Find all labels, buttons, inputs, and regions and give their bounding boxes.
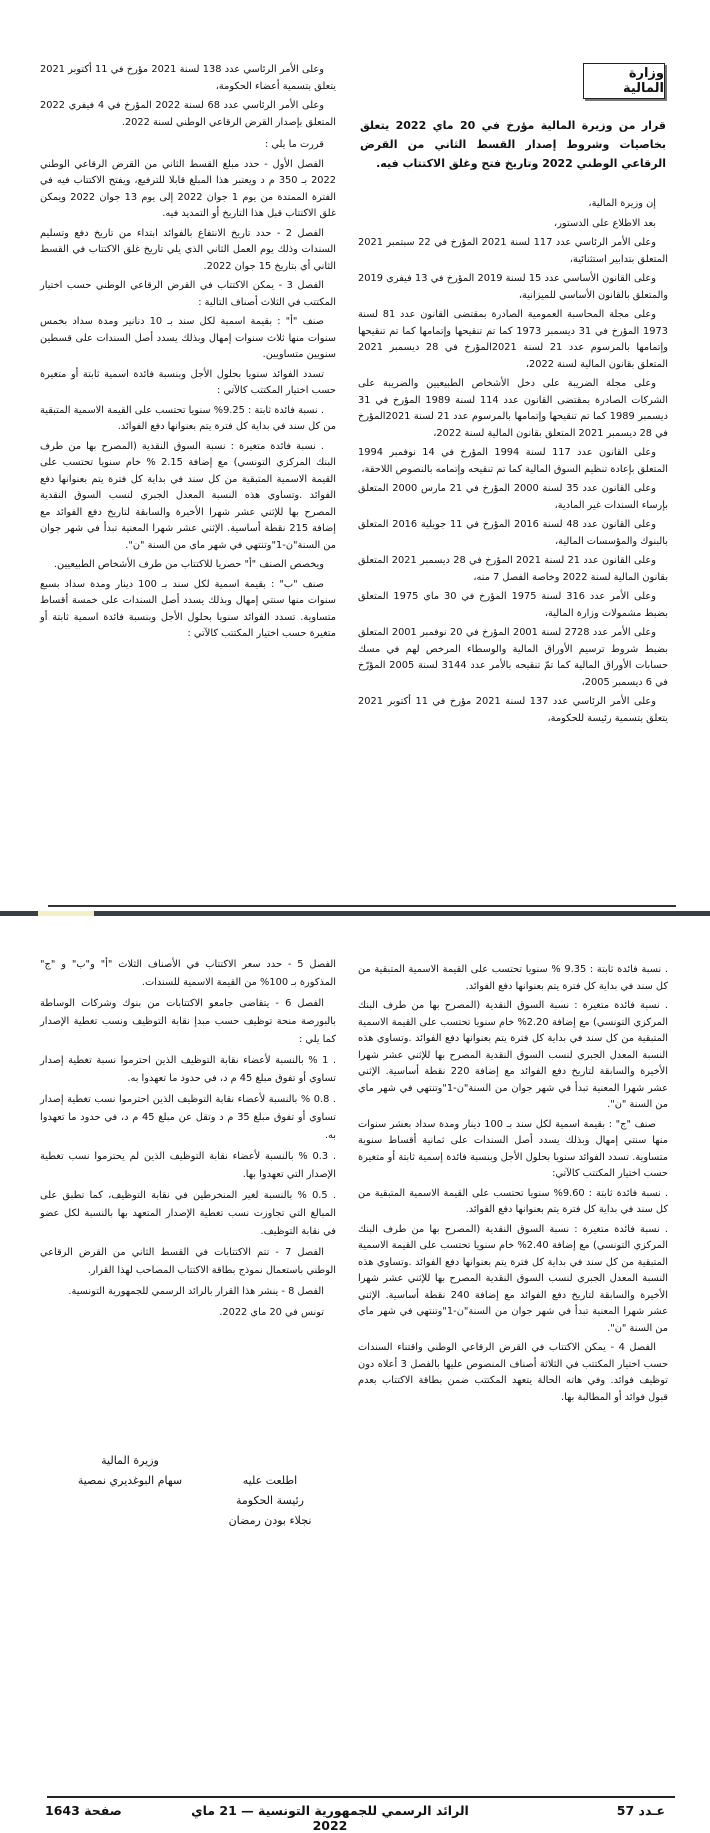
article-8: الفصل 8 - ينشر هذا القرار بالرائد الرسمي للجمهورية التونسية. bbox=[68, 1286, 324, 1297]
paragraph: بعد الاطلاع على الدستور، bbox=[554, 217, 656, 229]
page-number: صفحة 1643 bbox=[45, 1803, 122, 1818]
journal-date: الرائد الرسمي للجمهورية التونسية — 21 ماي 2022 bbox=[191, 1803, 469, 1833]
paragraph: وعلى الأمر عدد 316 لسنة 1975 المؤرخ في 30 ماي 1975 المتعلق بضبط مشمولات وزارة المالية، bbox=[358, 591, 668, 619]
paragraph: وعلى مجلة المحاسبة العمومية الصادرة بمقتضى القانون عدد 81 لسنة 1973 المؤرخ في 31 ديسمبر 1973 كما تم تنقيحها وإتمامها كما تم تنقيحها وإتمامها بالمرسوم عدد 21 لسنة 2021المؤرخ في 28 ديسمبر 2021 المتعلق بقانون المالية لسنة 2022، bbox=[358, 309, 668, 370]
paragraph: وعلى القانون عدد 21 لسنة 2021 المؤرخ في 28 ديسمبر 2021 المتعلق بقانون المالية لسنة 2022 وخاصة الفصل 7 منه، bbox=[358, 555, 668, 583]
paragraph: . 0.5 % بالنسبة لغير المنخرطين في نقابة التوظيف، كما تطبق على المبالغ التي تجاوزت نسب تغطية الإصدار المتعهد بها بالنسبة لكل عضو في نقابة التوظيف. bbox=[40, 1190, 336, 1237]
seen-label: اطلعت عليه bbox=[242, 1474, 298, 1487]
pm-name: نجلاء بودن رمضان bbox=[228, 1514, 312, 1527]
paragraph: . 0.8 % بالنسبة لأعضاء نقابة التوظيف الذين احترموا نسب تغطية إصدار تساوي أو تفوق مبلغ 35 م د وتقل عن مبلغ 45 م د، في حدود ما تعهدوا به. bbox=[40, 1094, 336, 1141]
footer-rule bbox=[47, 1796, 675, 1798]
paragraph: . نسبة فائدة متغيرة : نسبة السوق النقدية (المصرح بها من طرف البنك المركزي التونسي) مع إضافة 2.15 % خام سنويا تحتسب على القيمة الاسمية المتبقية من كل سند في بداية كل فترة يتم بعنوانها دفع الفوائد .وتساوي هذه النسبة المعدل الجبري لنسب السوق النقدية المصرح بها للإثني عشر شهرا الأخيرة والسابقة لتاريخ دفع الفوائد مع إضافة 215 نقطة أساسية. الإثني عشر شهرا المعنية تبدأ في شهر جوان من السنة"ن-1"وتنتهي في شهر ماي من السنة "ن". bbox=[40, 440, 337, 551]
paragraph: وعلى القانون عدد 117 لسنة 1994 المؤرخ في 14 نوفمبر 1994 المتعلق بإعادة تنظيم السوق المالية كما تم تنقيحه وإتمامه بالنصوص اللاحقة، bbox=[358, 447, 668, 475]
page2-left-column bbox=[40, 956, 336, 1325]
minister-signature bbox=[60, 1451, 200, 1491]
article-6: الفصل 6 - يتقاضى جامعو الاكتتابات من بنوك وشركات الوساطة بالبورصة منحة توظيف حسب مبدإ نقابة التوظيف ونسب تغطية الإصدار كما يلي : bbox=[40, 998, 336, 1045]
page1-right-column bbox=[358, 196, 668, 730]
paragraph: وعلى الأمر عدد 2728 لسنة 2001 المؤرخ في 20 نوفمبر 2001 المتعلق بضبط شروط ترسيم الأوراق المالية والوسطاء المرخص لهم في مسك حسابات الأوراق المالية كما تمّ تنقيحه بالأمر عدد 3144 لسنة 2005 المؤرّخ في 6 ديسمبر 2005، bbox=[358, 627, 668, 688]
article-7: الفصل 7 - تتم الاكتتابات في القسط الثاني من القرض الرقاعي الوطني باستعمال نموذج بطاقة الاكتتاب المصاحب لهذا القرار. bbox=[40, 1247, 336, 1276]
paragraph: صنف "ج" : بقيمة اسمية لكل سند بـ 100 دينار ومدة سداد بعشر سنوات منها سنتي إمهال وبذلك يسدد أصل السندات على ثمانية أقساط سنوية متساوية. تسدد الفوائد سنويا بحلول الأجل وبنسبة فائدة إسمية ثابتة أو متغيرة حسب اختيار المكتتب كالآتي: bbox=[358, 1118, 668, 1179]
paragraph: وعلى القانون عدد 48 لسنة 2016 المؤرخ في 11 جويلية 2016 المتعلق بالبنوك والمؤسسات المالية، bbox=[358, 519, 668, 547]
ministry-name: وزارة المالية bbox=[622, 66, 664, 96]
paragraph: وعلى مجلة الضريبة على دخل الأشخاص الطبيعيين والضريبة على الشركات الصادرة بمقتضى القانون عدد 114 لسنة 1989 المؤرخ في 31 ديسمبر 1989 كما تم تنقيحها وإتمامها بالمرسوم عدد 21 لسنة 2021المؤرخ في 28 ديسمبر 2021 المتعلق بقانون المالية لسنة 2022، bbox=[358, 378, 668, 439]
paragraph: إن وزيرة المالية، bbox=[588, 198, 656, 209]
paragraph: وعلى القانون الأساسي عدد 15 لسنة 2019 المؤرخ في 13 فيفري 2019 والمتعلق بالقانون الأساسي للميزانية، bbox=[358, 273, 668, 301]
ministry-header-box bbox=[583, 63, 665, 99]
date-place: تونس في 20 ماي 2022. bbox=[219, 1307, 324, 1318]
paragraph: تسدد الفوائد سنويا بحلول الأجل وبنسبة فائدة اسمية ثابتة أو متغيرة حسب اختيار المكتتب كالآتي : bbox=[40, 368, 336, 396]
paragraph: . نسبة فائدة ثابتة : 9.35 % سنويا تحتسب على القيمة الاسمية المتبقية من كل سند في بداية كل فترة يتم بعنوانها دفع الفوائد. bbox=[358, 964, 668, 992]
article-5: الفصل 5 - حدد سعر الاكتتاب في الأصناف الثلاث "أ" و"ب" و "ج" المذكورة بـ 100% من القيمة الاسمية للسندات. bbox=[40, 959, 336, 988]
page2-right-column bbox=[358, 962, 668, 1409]
paragraph: وعلى الأمر الرئاسي عدد 137 لسنة 2021 مؤرخ في 11 أكتوبر 2021 يتعلق بتسمية رئيسة للحكومة، bbox=[358, 696, 668, 724]
decree-title: قرار من وزيرة المالية مؤرخ في 20 ماي 2022 يتعلق بخاصيات وشروط إصدار القسط الثاني من القرض الرقاعي الوطني 2022 وتاريخ فتح وغلق الاكتتاب فيه. bbox=[360, 119, 666, 170]
page1-left-column bbox=[40, 62, 336, 646]
page-separator-line bbox=[48, 905, 676, 907]
paragraph: . نسبة فائدة متغيرة : نسبة السوق النقدية (المصرح بها من طرف البنك المركزي التونسي) مع إضافة 2.40% خام سنويا تحتسب على القيمة الاسمية المتبقية من كل سند في بداية كل فترة يتم بعنوانها دفع الفوائد .وتساوي هذه النسبة المعدل الجبري لنسب السوق النقدية المصرح بها للإثني عشر شهرا الأخيرة والسابقة لتاريخ دفع الفوائد مع إضافة 240 نقطة أساسية. الإثني عشر شهرا المعنية تبدأ في شهر جوان من السنة"ن-1"وتنتهي في شهر ماي من السنة "ن". bbox=[358, 1223, 669, 1334]
minister-title: وزيرة المالية bbox=[101, 1454, 159, 1467]
page-break-highlight bbox=[38, 911, 94, 916]
paragraph: . 1 % بالنسبة لأعضاء نقابة التوظيف الذين احترموا نسبة تغطية إصدار تساوي أو تفوق مبلغ 45 م د، في حدود ما تعهدوا به. bbox=[40, 1055, 336, 1084]
paragraph: وعلى القانون عدد 35 لسنة 2000 المؤرخ في 21 مارس 2000 المتعلق بإرساء السندات غير المادية، bbox=[358, 483, 668, 511]
page-break-bar bbox=[0, 911, 710, 916]
pm-signature bbox=[215, 1471, 325, 1531]
paragraph: صنف "ب" : بقيمة اسمية لكل سند بـ 100 دينار ومدة سداد بسبع سنوات منها سنتي إمهال وبذلك يسدد أصل السندات على خمسة أقساط متساوية. تسدد الفوائد سنويا بحلول الأجل وبنسبة فائدة اسمية ثابتة أو متغيرة حسب اختيار المكتتب كالآتي : bbox=[40, 578, 336, 639]
paragraph: . 0.3 % بالنسبة لأعضاء نقابة التوظيف الذين لم يحترموا نسب تغطية الإصدار التي تعهدوا بها. bbox=[40, 1151, 336, 1180]
paragraph: صنف "أ" : بقيمة اسمية لكل سند بـ 10 دنانير ومدة سداد بخمس سنوات منها ثلاث سنوات إمهال وبذلك يسدد أصل السندات على قسطين سنويين متساويين. bbox=[40, 316, 336, 360]
paragraph: وعلى الأمر الرئاسي عدد 68 لسنة 2022 المؤرخ في 4 فيفري 2022 المتعلق بإصدار القرض الرقاعي الوطني لسنة 2022. bbox=[40, 100, 336, 128]
paragraph: . نسبة فائدة ثابتة : 9.60% سنويا تحتسب على القيمة الاسمية المتبقية من كل سند في بداية كل فترة يتم بعنوانها دفع الفوائد. bbox=[358, 1187, 668, 1215]
paragraph: وعلى الأمر الرئاسي عدد 138 لسنة 2021 مؤرخ في 11 أكتوبر 2021 يتعلق بتسمية أعضاء الحكومة، bbox=[40, 64, 336, 92]
article-2: الفصل 2 - حدد تاريخ الانتفاع بالفوائد ابتداء من تاريخ دفع وتسليم السندات وذلك يوم العمل الثاني الذي يلي تاريخ غلق الاكتتاب في القسط الثاني أي بتاريخ 15 جوان 2022. bbox=[40, 227, 336, 272]
article-4: الفصل 4 - يمكن الاكتتاب في القرض الرقاعي الوطني واقتناء السندات حسب اختيار المكتتب في الثلاثة أصناف المنصوص عليها بالفصل 3 أعلاه دون توظيف فوائد. وفي هاته الحالة يتعهد المكتتب ضمن بطاقة الاكتتاب بعدم قبول فوائد أو المطالبة بها. bbox=[358, 1342, 669, 1403]
paragraph: . نسبة فائدة متغيرة : نسبة السوق النقدية (المصرح بها من طرف البنك المركزي التونسي) مع إضافة 2.20% خام سنويا تحتسب على القيمة الاسمية المتبقية من كل سند في بداية كل فترة يتم بعنوانها دفع الفوائد .وتساوي هذه النسبة المعدل الجبري لنسب السوق النقدية المصرح بها للإثني عشر شهرا الأخيرة والسابقة لتاريخ دفع الفوائد مع إضافة 220 نقطة أساسية. الإثني عشر شهرا المعنية تبدأ في شهر جوان من السنة"ن-1"وتنتهي في شهر ماي من السنة "ن". bbox=[358, 1000, 669, 1110]
paragraph: . نسبة فائدة ثابتة : 9.25% سنويا تحتسب على القيمة الاسمية المتبقية من كل سند في بداية كل فترة يتم بعنوانها دفع الفوائد. bbox=[40, 404, 336, 432]
minister-name: سهام البوغديري نمصية bbox=[77, 1474, 183, 1487]
article-3: الفصل 3 - يمكن الاكتتاب في القرض الرقاعي الوطني حسب اختيار المكتتب في الثلاث أصناف التالية : bbox=[40, 280, 336, 308]
issue-number: عـدد 57 bbox=[616, 1803, 665, 1818]
article-1: الفصل الأول - حدد مبلغ القسط الثاني من القرض الرقاعي الوطني 2022 بـ 350 م د ويعتبر هذا المبلغ قابلا للترفيع، ويفتح الاكتتاب فيه في الفترة الممتدة من يوم 1 جوان 2022 إلى يوم 13 جوان 2022 ويمكن غلق الاكتتاب قبل هذا التاريخ أو التمديد فيه. bbox=[40, 158, 337, 219]
paragraph: وعلى الأمر الرئاسي عدد 117 لسنة 2021 المؤرخ في 22 سبتمبر 2021 المتعلق بتدابير استثنائية، bbox=[358, 237, 668, 265]
pm-title: رئيسة الحكومة bbox=[236, 1494, 304, 1507]
paragraph: ويخصص الصنف "أ" حصريا للاكتتاب من طرف الأشخاص الطبيعيين. bbox=[53, 559, 324, 570]
paragraph: قررت ما يلي : bbox=[264, 139, 324, 150]
